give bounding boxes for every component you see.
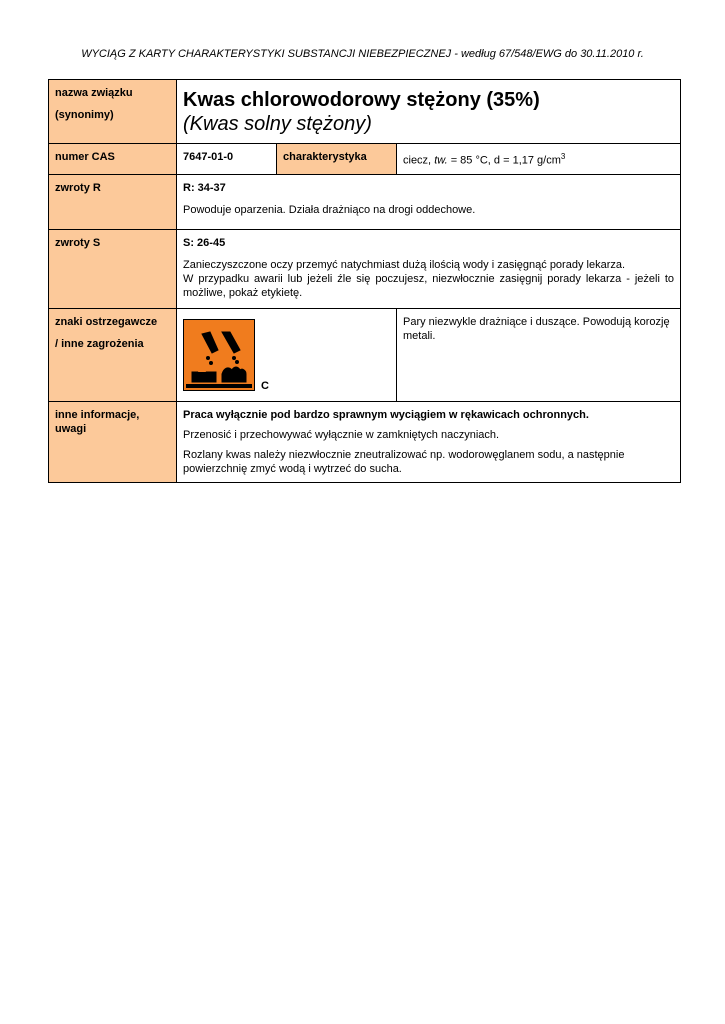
char-tw: tw. (434, 154, 448, 167)
info-row (49, 401, 681, 482)
info-label: inne informacje, uwagi (49, 401, 177, 482)
char-post: = 85 °C, d = 1,17 g/cm (447, 154, 561, 167)
name-label: nazwa związku (55, 87, 133, 99)
hazard-text: Pary niezwykle drażniące i duszące. Powodują korozję metali. (403, 315, 670, 342)
s-phrases-text-2: W przypadku awarii lub jeżeli źle się poczujesz, niezwłocznie zasięgnij porady lekarza - jeżeli to możliwe, pokaż etykietę. (183, 272, 675, 299)
document-header: WYCIĄG Z KARTY CHARAKTERYSTYKI SUBSTANCJI NIEBEZPIECZNEJ - według 67/548/EWG do 30.11.2010 r. (81, 48, 644, 60)
cas-label: numer CAS (49, 144, 177, 175)
corrosive-icon (184, 320, 254, 390)
substance-card (48, 79, 681, 483)
char-sup: 3 (560, 152, 566, 161)
info-text-1: Przenosić i przechowywać wyłącznie w zamkniętych naczyniach. (183, 428, 500, 441)
info-cell (177, 401, 681, 482)
substance-synonym: (Kwas solny stężony) (183, 113, 372, 135)
pictogram-cell (177, 308, 397, 401)
r-phrases-code: R: 34-37 (183, 181, 226, 194)
info-text-2: Rozlany kwas należy niezwłocznie zneutralizować np. wodorowęglanem sodu, a następnie powierzchnię zmyć wodą i wytrzeć do sucha. (183, 448, 625, 475)
pictogram-wrapper (183, 315, 390, 393)
hazard-text-cell (397, 308, 681, 401)
r-phrases-cell (177, 174, 681, 229)
name-row (49, 80, 681, 144)
s-phrases-text-1: Zanieczyszczone oczy przemyć natychmiast dużą ilością wody i zasięgnąć porady lekarza. (183, 258, 626, 271)
s-phrases-cell (177, 229, 681, 308)
info-bold-text: Praca wyłącznie pod bardzo sprawnym wyciągiem w rękawicach ochronnych. (183, 408, 589, 421)
pictogram-letter: C (261, 379, 269, 392)
r-phrases-label: zwroty R (49, 174, 177, 229)
s-phrases-row (49, 229, 681, 308)
r-phrases-text: Powoduje oparzenia. Działa drażniąco na drogi oddechowe. (183, 203, 476, 216)
hazard-label: / inne zagrożenia (55, 337, 144, 350)
substance-name: Kwas chlorowodorowy stężony (35%) (183, 89, 540, 111)
r-phrases-row (49, 174, 681, 229)
characteristic-label: charakterystyka (277, 144, 397, 175)
cas-row (49, 144, 681, 175)
synonym-label: (synonimy) (55, 109, 114, 121)
s-phrases-label: zwroty S (49, 229, 177, 308)
warning-row (49, 308, 681, 401)
warning-label: znaki ostrzegawcze (55, 315, 158, 328)
char-pre: ciecz, (403, 154, 435, 167)
warning-label-cell (49, 308, 177, 401)
characteristic-value (397, 144, 681, 175)
s-phrases-code: S: 26-45 (183, 236, 226, 249)
cas-number: 7647-01-0 (177, 144, 277, 175)
name-value-cell (177, 80, 681, 144)
name-label-cell (49, 80, 177, 144)
corrosive-pictogram (183, 319, 255, 391)
